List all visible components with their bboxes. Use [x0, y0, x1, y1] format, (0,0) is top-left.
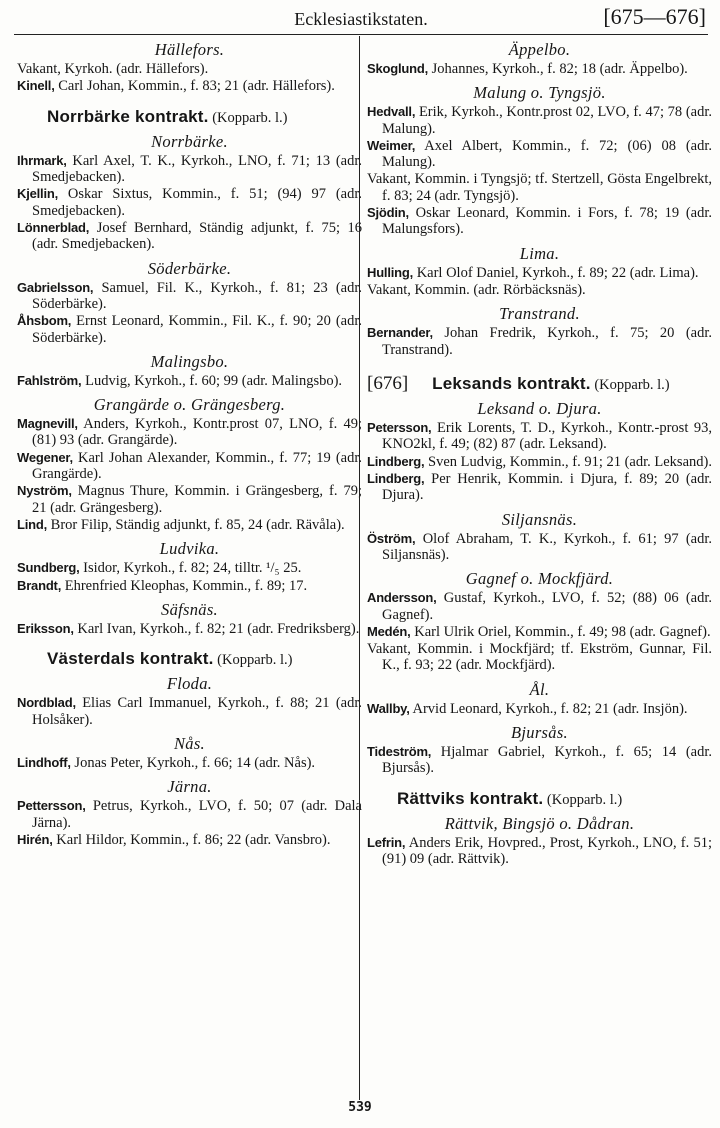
- clergy-entry: [367, 282, 712, 298]
- right-column: [367, 38, 712, 1090]
- entry-details: Anders Erik, Hovpred., Prost, Kyrkoh., LNO, f. 51; (91) 09 (adr. Rättvik).: [382, 834, 712, 868]
- entry-details: Vakant, Kommin. (adr. Rörbäcksnäs).: [367, 281, 586, 298]
- clergy-entry: [367, 641, 712, 674]
- clergy-entry: [367, 531, 712, 564]
- entry-details: Olof Abraham, T. K., Kyrkoh., f. 61; 97 (adr. Siljansnäs).: [382, 530, 712, 563]
- surname: Andersson,: [367, 590, 437, 606]
- place-heading: Ludvika.: [159, 539, 220, 559]
- page-marker: [676]: [367, 372, 409, 394]
- kontrakt-heading: [17, 651, 362, 668]
- place-heading: Söderbärke.: [147, 258, 232, 278]
- surname: Fahlström,: [17, 372, 82, 388]
- surname: Hedvall,: [367, 104, 416, 120]
- entry-details: Anders, Kyrkoh., Kontr.prost 07, LNO, f. 49; (81) 93 (adr. Grangärde).: [32, 416, 362, 449]
- place-heading: Malung o. Tyngsjö.: [473, 83, 606, 103]
- entry-details: Karl Axel, T. K., Kyrkoh., LNO, f. 71; 13 (adr. Smedjebacken).: [32, 152, 362, 186]
- surname: Magnevill,: [17, 416, 78, 432]
- place-heading: Transtrand.: [499, 304, 580, 324]
- entry-details: Elias Carl Immanuel, Kyrkoh., f. 88; 21 (adr. Holsåker).: [32, 695, 362, 728]
- surname: Hulling,: [367, 264, 414, 280]
- clergy-entry: [17, 755, 362, 771]
- clergy-entry: [367, 61, 712, 77]
- surname: Lönnerblad,: [17, 220, 90, 236]
- surname: Eriksson,: [17, 620, 74, 636]
- clergy-entry: [17, 832, 362, 848]
- entry-details: Gustaf, Kyrkoh., LVO, f. 52; (88) 06 (adr. Gagnef).: [382, 590, 712, 623]
- place-heading: Järna.: [167, 777, 212, 797]
- clergy-entry: [17, 153, 362, 186]
- clergy-entry: [17, 578, 362, 594]
- kontrakt-heading: [17, 106, 362, 126]
- entry-details: Johannes, Kyrkoh., f. 82; 18 (adr. Äppelbo).: [428, 61, 688, 77]
- clergy-entry: [17, 186, 362, 219]
- surname: Lind,: [17, 516, 48, 532]
- entry-details: Oskar Leonard, Kommin. i Fors, f. 78; 19 (adr. Malungsfors).: [382, 205, 712, 238]
- page-range: [675—676]: [603, 4, 706, 29]
- clergy-entry: [17, 450, 362, 483]
- entry-details: Vakant, Kyrkoh. (adr. Hällefors).: [17, 61, 209, 77]
- surname: Nordblad,: [17, 695, 76, 711]
- entry-details: Magnus Thure, Kommin. i Grängesberg, f. 79; 21 (adr. Grängesberg).: [32, 483, 362, 516]
- clergy-entry: [367, 835, 712, 868]
- page-number: 539: [348, 1100, 372, 1115]
- entry-details: Axel Albert, Kommin., f. 72; (06) 08 (adr. Malung).: [382, 137, 712, 171]
- place-heading: Ål.: [529, 679, 550, 699]
- clergy-entry: [367, 138, 712, 171]
- place-heading: Säfsnäs.: [161, 599, 218, 619]
- place-heading: Siljansnäs.: [501, 509, 578, 529]
- place-heading: Floda.: [166, 674, 213, 694]
- surname: Lindberg,: [367, 471, 425, 487]
- place-heading: Malingsbo.: [150, 351, 229, 371]
- entry-details: Samuel, Fil. K., Kyrkoh., f. 81; 23 (adr. Söderbärke).: [32, 279, 362, 312]
- surname: Kjellin,: [17, 186, 59, 202]
- clergy-entry: [17, 280, 362, 313]
- kontrakt-name: Rättviks kontrakt.: [397, 788, 544, 808]
- surname: Nyström,: [17, 483, 72, 499]
- entry-details: Josef Bernhard, Ständig adjunkt, f. 75; 16 (adr. Smedjebacken).: [32, 220, 362, 253]
- surname: Gabrielsson,: [17, 279, 94, 295]
- clergy-entry: [367, 471, 712, 504]
- entry-details: Sven Ludvig, Kommin., f. 91; 21 (adr. Leksand).: [424, 453, 712, 470]
- entry-details: Karl Ivan, Kyrkoh., f. 82; 21 (adr. Fredriksberg).: [73, 620, 360, 637]
- surname: Tideström,: [367, 744, 432, 760]
- clergy-entry: [17, 220, 362, 253]
- clergy-entry: [17, 695, 362, 728]
- kontrakt-name: Leksands kontrakt.: [432, 373, 591, 393]
- kontrakt-region: (Kopparb. l.): [208, 109, 288, 126]
- page-header: [14, 4, 708, 35]
- clergy-entry: [17, 61, 362, 77]
- place-heading: Nås.: [173, 734, 205, 754]
- entry-details: Ernst Leonard, Kommin., Fil. K., f. 90; 20 (adr. Söderbärke).: [32, 313, 362, 346]
- clergy-entry: [367, 205, 712, 238]
- clergy-entry: [367, 701, 712, 717]
- entry-details: Bror Filip, Ständig adjunkt, f. 85, 24 (adr. Rävåla).: [47, 516, 345, 533]
- entry-details: Ehrenfried Kleophas, Kommin., f. 89; 17.: [61, 577, 308, 594]
- place-heading: Leksand o. Djura.: [477, 399, 602, 419]
- place-heading: Grangärde o. Grängesberg.: [93, 395, 286, 415]
- clergy-entry: [367, 420, 712, 453]
- surname: Ihrmark,: [17, 152, 67, 168]
- clergy-entry: [367, 744, 712, 777]
- kontrakt-region: (Kopparb. l.): [213, 652, 293, 669]
- entry-details: Carl Johan, Kommin., f. 83; 21 (adr. Hällefors).: [54, 78, 335, 95]
- surname: Lindberg,: [367, 453, 425, 469]
- surname: Brandt,: [17, 577, 62, 593]
- kontrakt-heading: [367, 372, 712, 394]
- entry-details: Johan Fredrik, Kyrkoh., f. 75; 20 (adr. Transtrand).: [382, 325, 712, 358]
- entry-details: Jonas Peter, Kyrkoh., f. 66; 14 (adr. Nås).: [70, 755, 316, 772]
- running-title: Ecklesiastikstaten.: [294, 9, 428, 29]
- entry-details: Per Henrik, Kommin. i Djura, f. 89; 20 (adr. Djura).: [382, 471, 712, 504]
- column-divider: [359, 36, 360, 1100]
- clergy-entry: [367, 590, 712, 623]
- clergy-entry: [17, 517, 362, 533]
- entry-details: Vakant, Kommin. i Mockfjärd; tf. Ekström, Gunnar, Fil. K., f. 93; 22 (adr. Mockfjärd).: [367, 641, 712, 674]
- surname: Öström,: [367, 530, 416, 546]
- surname: Sjödin,: [367, 205, 409, 221]
- place-heading: Bjursås.: [511, 723, 568, 743]
- surname: Pettersson,: [17, 798, 86, 814]
- place-heading: Norrbärke.: [151, 131, 228, 151]
- kontrakt-region: (Kopparb. l.): [543, 791, 623, 808]
- clergy-entry: [17, 416, 362, 449]
- place-heading: Lima.: [519, 243, 560, 263]
- surname: Lefrin,: [367, 834, 406, 850]
- surname: Lindhoff,: [17, 755, 71, 771]
- entry-details: Karl Johan Alexander, Kommin., f. 77; 19 (adr. Grangärde).: [32, 449, 362, 483]
- left-column: [17, 38, 362, 1090]
- place-heading: Äppelbo.: [508, 40, 571, 59]
- kontrakt-region: (Kopparb. l.): [590, 376, 670, 393]
- surname: Kinell,: [17, 78, 55, 94]
- entry-details: Petrus, Kyrkoh., LVO, f. 50; 07 (adr. Dala Järna).: [32, 798, 362, 831]
- entry-details: Arvid Leonard, Kyrkoh., f. 82; 21 (adr. Insjön).: [409, 700, 688, 717]
- entry-details: Karl Hildor, Kommin., f. 86; 22 (adr. Vansbro).: [52, 831, 331, 848]
- clergy-entry: [17, 78, 362, 94]
- entry-details: Isidor, Kyrkoh., f. 82; 24, tilltr. ¹/₅ 25.: [79, 560, 302, 577]
- place-heading: Hällefors.: [154, 40, 225, 59]
- surname: Skoglund,: [367, 61, 429, 76]
- surname: Weimer,: [367, 137, 416, 153]
- entry-details: Hjalmar Gabriel, Kyrkoh., f. 65; 14 (adr. Bjursås).: [382, 744, 712, 777]
- entry-details: Karl Ulrik Oriel, Kommin., f. 49; 98 (adr. Gagnef).: [410, 623, 711, 640]
- clergy-entry: [367, 325, 712, 358]
- clergy-entry: [17, 621, 362, 637]
- clergy-entry: [367, 104, 712, 137]
- surname: Wallby,: [367, 700, 410, 716]
- clergy-entry: [17, 313, 362, 346]
- surname: Bernander,: [367, 325, 433, 341]
- entry-details: Karl Olof Daniel, Kyrkoh., f. 89; 22 (adr. Lima).: [413, 264, 699, 281]
- surname: Petersson,: [367, 420, 432, 436]
- clergy-entry: [17, 798, 362, 831]
- clergy-entry: [17, 483, 362, 516]
- place-heading: Rättvik, Bingsjö o. Dådran.: [444, 813, 635, 833]
- kontrakt-name: Västerdals kontrakt.: [47, 649, 214, 669]
- clergy-entry: [367, 171, 712, 204]
- clergy-entry: [17, 560, 362, 576]
- clergy-entry: [367, 624, 712, 640]
- surname: Åhsbom,: [17, 313, 72, 329]
- entry-details: Ludvig, Kyrkoh., f. 60; 99 (adr. Malingsbo).: [81, 372, 343, 389]
- clergy-entry: [17, 373, 362, 389]
- surname: Sundberg,: [17, 560, 80, 576]
- surname: Hirén,: [17, 831, 53, 847]
- clergy-entry: [367, 454, 712, 470]
- entry-details: Erik Lorents, T. D., Kyrkoh., Kontr.-prost 93, KNO2kl, f. 49; (82) 87 (adr. Leksand).: [382, 420, 712, 453]
- entry-details: Vakant, Kommin. i Tyngsjö; tf. Stertzell, Gösta Engelbrekt, f. 83; 24 (adr. Tyngsjö).: [367, 171, 712, 204]
- clergy-entry: [367, 265, 712, 281]
- kontrakt-heading: [367, 788, 712, 808]
- surname: Wegener,: [17, 449, 73, 465]
- surname: Medén,: [367, 623, 411, 639]
- place-heading: Gagnef o. Mockfjärd.: [465, 569, 614, 589]
- entry-details: Erik, Kyrkoh., Kontr.prost 02, LVO, f. 47; 78 (adr. Malung).: [382, 104, 712, 137]
- entry-details: Oskar Sixtus, Kommin., f. 51; (94) 97 (adr. Smedjebacken).: [32, 186, 362, 219]
- kontrakt-name: Norrbärke kontrakt.: [47, 106, 209, 126]
